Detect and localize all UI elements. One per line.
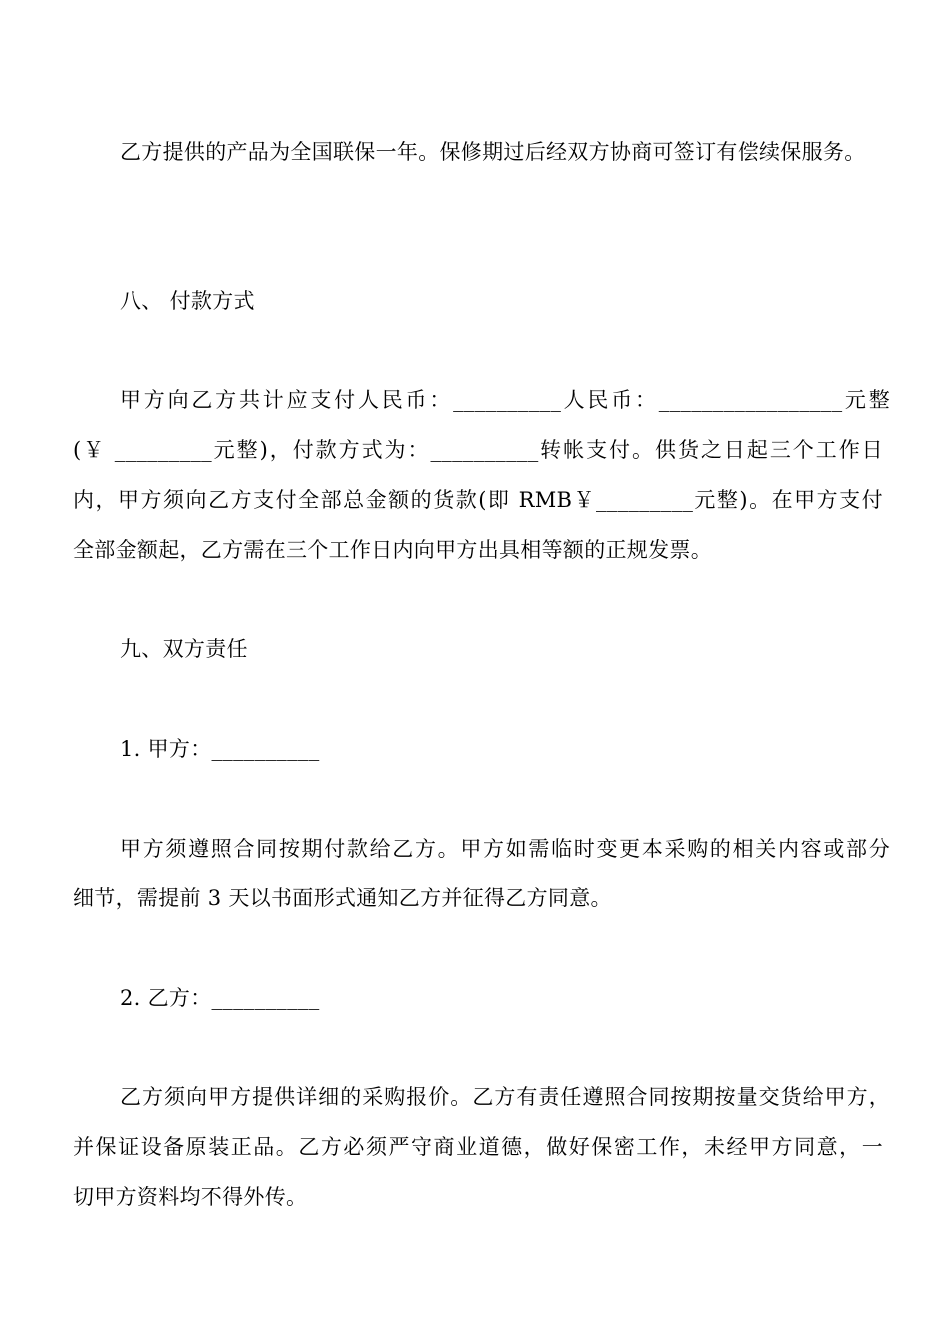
- payment-paragraph-line-4: 全部金额起，乙方需在三个工作日内向甲方出具相等额的正规发票。: [73, 538, 712, 562]
- party-a-label: 1. 甲方：__________: [120, 737, 320, 761]
- party-b-paragraph-line-2: 并保证设备原装正品。乙方必须严守商业道德，做好保密工作，未经甲方同意，一: [73, 1135, 883, 1159]
- payment-paragraph-line-3: 内，甲方须向乙方支付全部总金额的货款(即 RMB￥_________元整)。在甲方支付: [73, 488, 883, 512]
- section-8-heading: 八、 付款方式: [120, 289, 255, 313]
- party-a-paragraph-line-2: 细节，需提前 3 天以书面形式通知乙方并征得乙方同意。: [73, 886, 612, 910]
- section-9-heading: 九、双方责任: [120, 637, 248, 661]
- party-b-paragraph-line-1: 乙方须向甲方提供详细的采购报价。乙方有责任遵照合同按期按量交货给甲方，: [120, 1085, 890, 1109]
- warranty-paragraph: 乙方提供的产品为全国联保一年。保修期过后经双方协商可签订有偿续保服务。: [120, 140, 866, 164]
- payment-paragraph-line-2: (￥ _________元整)，付款方式为：__________转帐支付。供货之日起三个工作日: [73, 438, 883, 462]
- payment-paragraph-line-1: 甲方向乙方共计应支付人民币：__________人民币：_________________元整: [120, 388, 890, 412]
- party-a-paragraph-line-1: 甲方须遵照合同按期付款给乙方。甲方如需临时变更本采购的相关内容或部分: [120, 837, 890, 861]
- party-b-paragraph-line-3: 切甲方资料均不得外传。: [73, 1185, 308, 1209]
- party-b-label: 2. 乙方：__________: [120, 986, 320, 1010]
